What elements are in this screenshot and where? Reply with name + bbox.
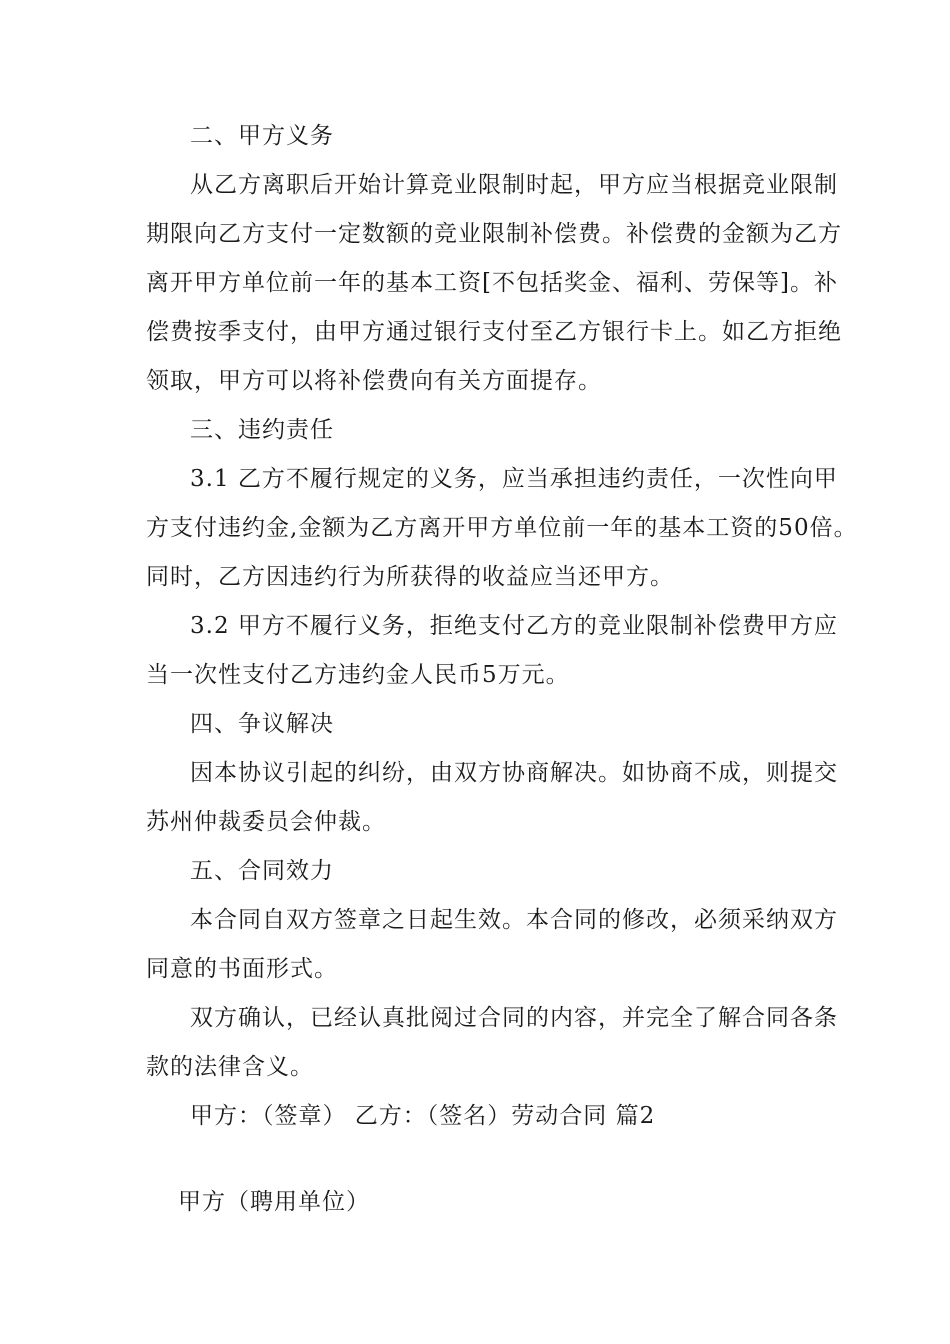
- confirmation-line: 双方确认，已经认真批阅过合同的内容，并完全了解合同各条: [190, 1005, 838, 1031]
- confirmation-line: 款的法律含义。: [146, 1054, 314, 1080]
- clause-line: 3.1 乙方不履行规定的义务，应当承担违约责任，一次性向甲: [190, 466, 838, 492]
- clause-line: 3.2 甲方不履行义务，拒绝支付乙方的竞业限制补偿费甲方应: [190, 613, 838, 639]
- paragraph-line: 苏州仲裁委员会仲裁。: [146, 809, 386, 835]
- paragraph-line: 离开甲方单位前一年的基本工资[不包括奖金、福利、劳保等]。补: [146, 270, 838, 296]
- signature-line: 甲方：（签章） 乙方：（签名）劳动合同 篇2: [190, 1103, 656, 1129]
- section-heading-dispute: 四、争议解决: [190, 711, 334, 737]
- clause-line: 方支付违约金,金额为乙方离开甲方单位前一年的基本工资的50倍。: [146, 515, 858, 541]
- paragraph-line: 期限向乙方支付一定数额的竞业限制补偿费。补偿费的金额为乙方: [146, 221, 842, 247]
- paragraph-line: 因本协议引起的纠纷，由双方协商解决。如协商不成，则提交: [190, 760, 838, 786]
- paragraph-line: 领取，甲方可以将补偿费向有关方面提存。: [146, 368, 602, 394]
- clause-line: 同时，乙方因违约行为所获得的收益应当还甲方。: [146, 564, 674, 590]
- clause-line: 当一次性支付乙方违约金人民币5万元。: [146, 662, 570, 688]
- section-heading-validity: 五、合同效力: [190, 858, 334, 884]
- next-contract-party: 甲方（聘用单位）: [178, 1189, 370, 1215]
- paragraph-line: 本合同自双方签章之日起生效。本合同的修改，必须采纳双方: [190, 907, 838, 933]
- paragraph-line: 同意的书面形式。: [146, 956, 338, 982]
- section-heading-obligations: 二、甲方义务: [190, 123, 334, 149]
- paragraph-line: 偿费按季支付，由甲方通过银行支付至乙方银行卡上。如乙方拒绝: [146, 319, 842, 345]
- section-heading-liability: 三、违约责任: [190, 417, 334, 443]
- paragraph-line: 从乙方离职后开始计算竞业限制时起，甲方应当根据竞业限制: [190, 172, 838, 198]
